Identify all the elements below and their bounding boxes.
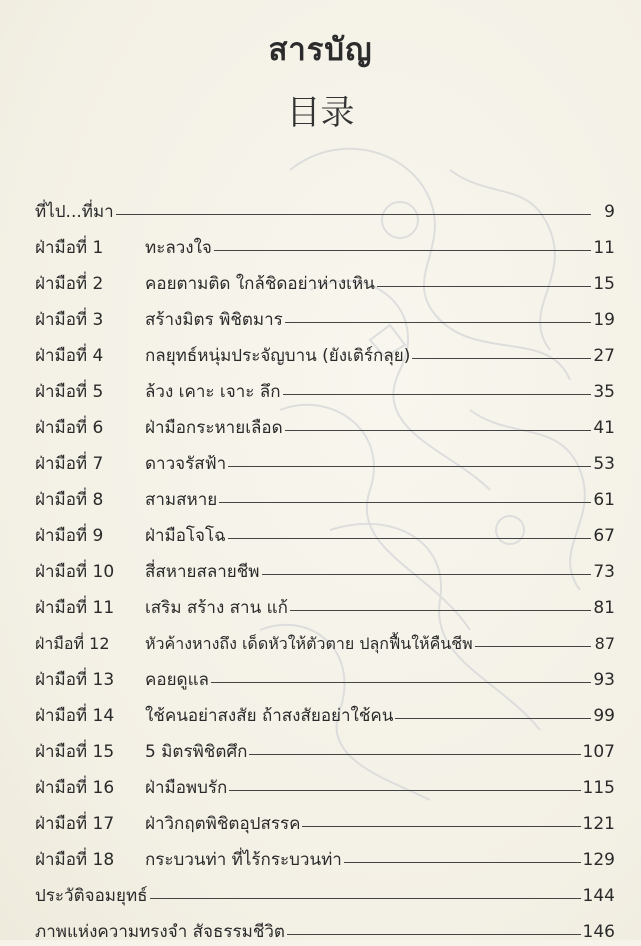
toc-entry	[35, 810, 615, 838]
toc-entry	[35, 270, 615, 298]
toc-entry-chapter: ฝ่ามือที่ 14	[35, 706, 115, 726]
toc-entry	[35, 738, 615, 766]
toc-entry-title: ฝ่ามือพบรัก	[145, 778, 228, 798]
toc-entry-page: 146	[582, 922, 615, 942]
toc-entry-title: คอยดูแล	[145, 670, 209, 690]
toc-leader-line	[228, 537, 591, 539]
toc-entry-page: 81	[593, 598, 615, 618]
toc-entry-chapter: ฝ่ามือที่ 2	[35, 274, 104, 294]
toc-leader-line	[344, 861, 581, 863]
toc-entry	[35, 882, 615, 910]
toc-leader-line	[475, 645, 591, 647]
toc-entry-page: 27	[593, 346, 615, 366]
toc-entry-chapter: ฝ่ามือที่ 13	[35, 670, 115, 690]
toc-entry	[35, 702, 615, 730]
toc-entry-page: 9	[604, 202, 615, 222]
toc-leader-line	[211, 681, 591, 683]
toc-entry-title: ดาวจรัสฟ้า	[145, 454, 227, 474]
toc-entry-chapter: ฝ่ามือที่ 11	[35, 598, 115, 618]
toc-title-thai: สารบัญ	[268, 32, 373, 68]
toc-entry-title: คอยตามติด ใกล้ชิดอย่าห่างเหิน	[145, 274, 375, 294]
toc-entry	[35, 198, 615, 226]
toc-entry-chapter: ฝ่ามือที่ 10	[35, 562, 115, 582]
toc-entry-title: ประวัติจอมยุทธ์	[35, 886, 148, 906]
toc-entry	[35, 666, 615, 694]
toc-entry-page: 61	[593, 490, 615, 510]
toc-entry-title: ทะลวงใจ	[145, 238, 212, 258]
toc-entry	[35, 378, 615, 406]
toc-entry-chapter: ฝ่ามือที่ 1	[35, 238, 104, 258]
toc-entry	[35, 558, 615, 586]
toc-entry-chapter: ฝ่ามือที่ 17	[35, 814, 115, 834]
toc-leader-line	[262, 573, 591, 575]
toc-entry-title: ฝ่าวิกฤตพิชิตอุปสรรค	[145, 814, 301, 834]
toc-entry	[35, 918, 615, 946]
toc-entry-page: 87	[594, 634, 615, 653]
toc-entry-chapter: ฝ่ามือที่ 4	[35, 346, 104, 366]
toc-entry-chapter: ฝ่ามือที่ 12	[35, 634, 110, 653]
toc-entry-title: ใช้คนอย่าสงสัย ถ้าสงสัยอย่าใช้คน	[145, 706, 394, 726]
toc-leader-line	[229, 789, 580, 791]
toc-entry-title: สามสหาย	[145, 490, 218, 510]
toc-entry-chapter: ฝ่ามือที่ 8	[35, 490, 104, 510]
toc-entry-page: 67	[593, 526, 615, 546]
toc-entry-title: ภาพแห่งความทรงจำ สัจธรรมชีวิต	[35, 922, 285, 942]
toc-entry-page: 115	[582, 778, 615, 798]
toc-entry-page: 35	[593, 382, 615, 402]
toc-entry	[35, 486, 615, 514]
toc-leader-line	[285, 321, 591, 323]
toc-entry-page: 73	[593, 562, 615, 582]
toc-leader-line	[283, 393, 592, 395]
toc-entry-page: 107	[582, 742, 615, 762]
toc-leader-line	[287, 933, 581, 935]
toc-entry-chapter: ฝ่ามือที่ 5	[35, 382, 104, 402]
toc-leader-line	[412, 357, 591, 359]
toc-entry-page: 41	[593, 418, 615, 438]
toc-entry-page: 53	[593, 454, 615, 474]
toc-entry-title: กระบวนท่า ที่ไร้กระบวนท่า	[145, 850, 342, 870]
toc-entry	[35, 630, 615, 658]
toc-entry-page: 19	[593, 310, 615, 330]
toc-entry-page: 15	[593, 274, 615, 294]
toc-entry	[35, 450, 615, 478]
toc-entry-title: หัวค้างหางถึง เด็ดหัวให้ตัวตาย ปลุกฟื้นให้คืนชีพ	[145, 634, 473, 653]
toc-entry-page: 121	[582, 814, 615, 834]
toc-leader-line	[150, 897, 581, 899]
toc-entry-page: 129	[582, 850, 615, 870]
toc-leader-line	[214, 249, 591, 251]
toc-entry-title: 5 มิตรพิชิตศึก	[145, 742, 248, 762]
toc-leader-line	[302, 825, 580, 827]
toc-entry-title: ล้วง เคาะ เจาะ ลึก	[145, 382, 281, 402]
toc-entry	[35, 414, 615, 442]
toc-leader-line	[219, 501, 591, 503]
toc-entry	[35, 846, 615, 874]
toc-leader-line	[228, 465, 591, 467]
toc-entry-title: สร้างมิตร พิชิตมาร	[145, 310, 283, 330]
toc-entry	[35, 522, 615, 550]
toc-entry-title: ฝ่ามือกระหายเลือด	[145, 418, 283, 438]
toc-entry-title: กลยุทธ์หนุ่มประจัญบาน (ยังเติร์กลุย)	[145, 346, 411, 366]
toc-entry-page: 11	[593, 238, 615, 258]
toc-leader-line	[290, 609, 591, 611]
toc-leader-line	[285, 429, 591, 431]
toc-entry	[35, 342, 615, 370]
toc-entry	[35, 774, 615, 802]
toc-entry	[35, 234, 615, 262]
toc-entry-chapter: ฝ่ามือที่ 9	[35, 526, 104, 546]
toc-leader-line	[249, 753, 580, 755]
toc-entry-chapter: ฝ่ามือที่ 3	[35, 310, 104, 330]
toc-entry-chapter: ฝ่ามือที่ 6	[35, 418, 104, 438]
toc-entry-title: สี่สหายสลายชีพ	[145, 562, 260, 582]
toc-entry-page: 99	[593, 706, 615, 726]
toc-entry-chapter: ฝ่ามือที่ 16	[35, 778, 115, 798]
toc-entry-page: 93	[593, 670, 615, 690]
toc-entry-title: ที่ไป...ที่มา	[35, 202, 114, 222]
toc-entry	[35, 306, 615, 334]
toc-leader-line	[116, 213, 591, 215]
toc-leader-line	[395, 717, 591, 719]
toc-entry	[35, 594, 615, 622]
toc-entry-chapter: ฝ่ามือที่ 18	[35, 850, 115, 870]
toc-leader-line	[377, 285, 591, 287]
toc-entry-chapter: ฝ่ามือที่ 15	[35, 742, 115, 762]
toc-title-chinese: 目录	[286, 93, 355, 133]
toc-entry-page: 144	[582, 886, 615, 906]
toc-entry-chapter: ฝ่ามือที่ 7	[35, 454, 104, 474]
toc-entry-title: เสริม สร้าง สาน แก้	[145, 598, 288, 618]
toc-entry-title: ฝ่ามือโจโฉ	[145, 526, 226, 546]
